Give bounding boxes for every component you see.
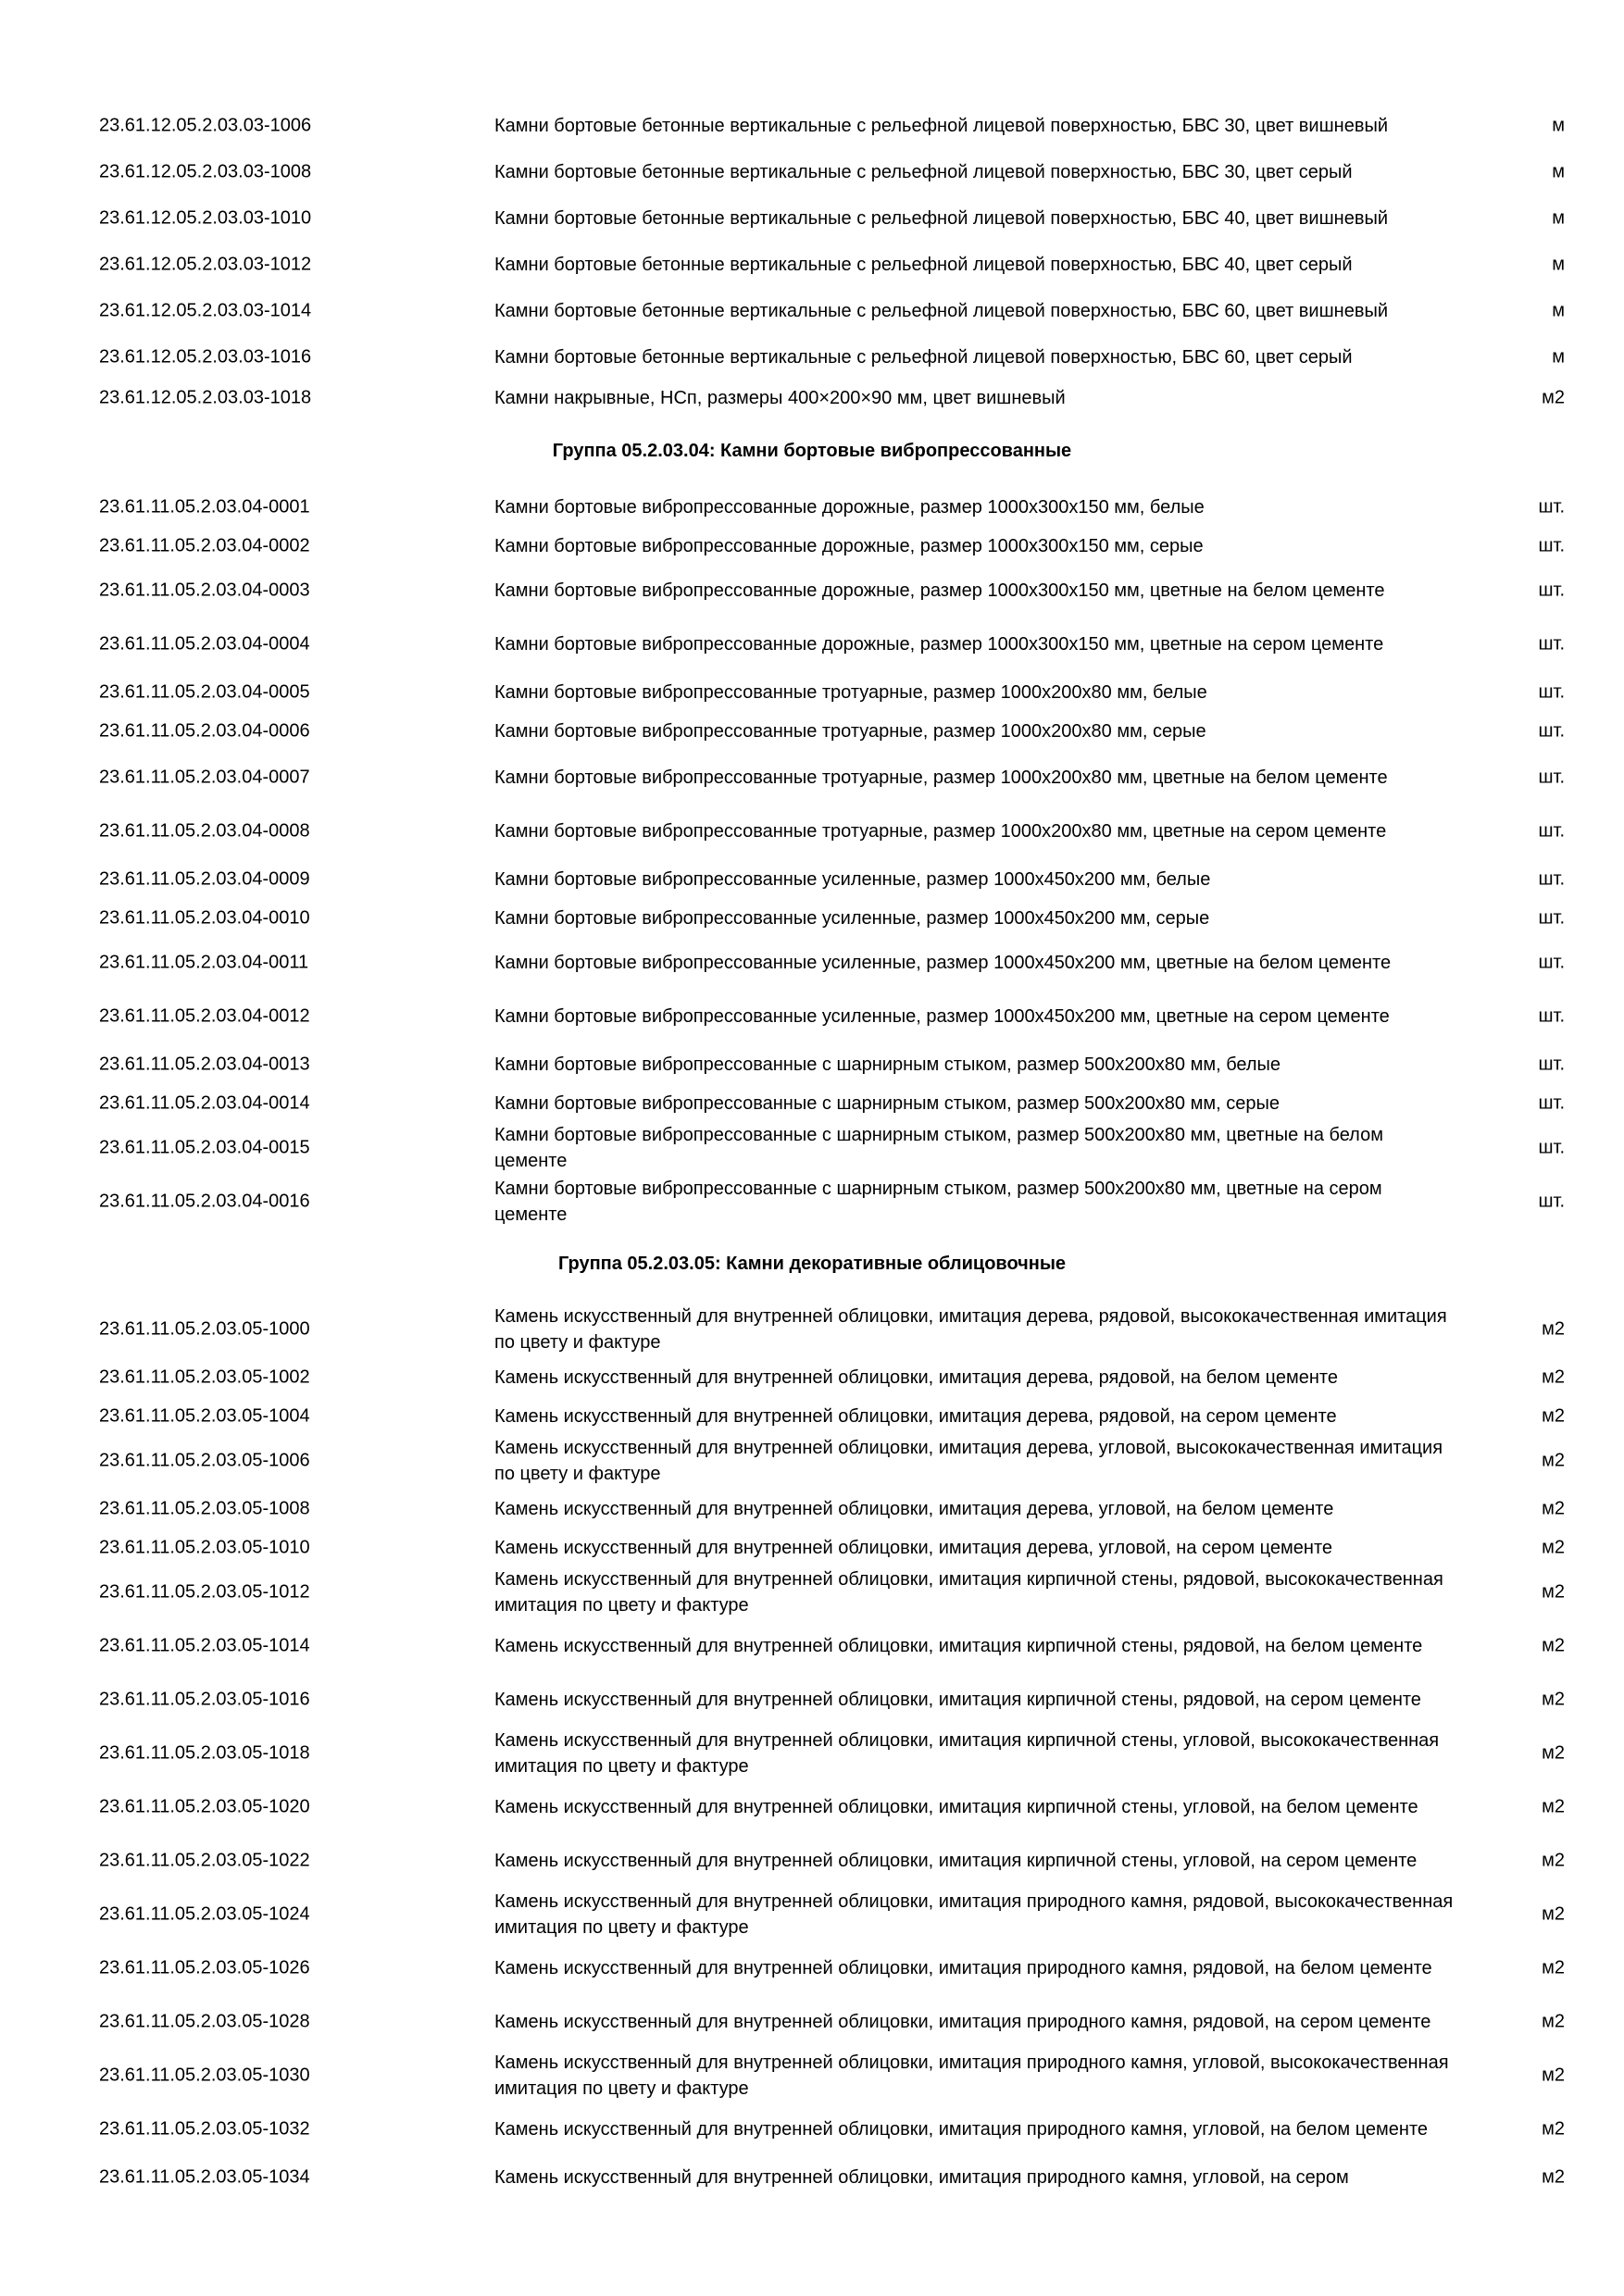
table-row [0, 2163, 1624, 2192]
table-row [0, 678, 1624, 707]
table-row [0, 100, 1624, 152]
table-row [0, 1620, 1624, 1672]
row-unit: м2 [1542, 1498, 1565, 1519]
row-code: 23.61.11.05.2.03.05-1024 [99, 1903, 310, 1925]
row-description: Камни бортовые бетонные вертикальные с рельефной лицевой поверхностью, БВС 40, цвет вишневый [494, 208, 1388, 229]
row-unit: шт. [1538, 868, 1565, 890]
table-row [0, 1122, 1624, 1174]
row-description: Камень искусственный для внутренней облицовки, имитация кирпичной стены, угловой, на сером цементе [494, 1851, 1418, 1871]
row-unit: м2 [1542, 1689, 1565, 1710]
row-code: 23.61.11.05.2.03.04-0009 [99, 868, 310, 890]
row-description: Камни бортовые вибропрессованные тротуарные, размер 1000х200х80 мм, белые [494, 682, 1207, 703]
row-code: 23.61.11.05.2.03.05-1018 [99, 1742, 310, 1764]
row-description: Камень искусственный для внутренней облицовки, имитация кирпичной стены, рядовой, высококачественная имитация по цвету и фактуре [494, 1569, 1443, 1616]
row-unit: шт. [1538, 535, 1565, 556]
row-unit: м [1552, 254, 1565, 275]
table-row [0, 618, 1624, 670]
row-description: Камни бортовые вибропрессованные дорожные, размер 1000х300х150 мм, белые [494, 497, 1205, 518]
table-row [0, 383, 1624, 413]
table-row [0, 2050, 1624, 2102]
row-code: 23.61.11.05.2.03.04-0002 [99, 535, 310, 556]
row-unit: м2 [1542, 1796, 1565, 1817]
row-unit: шт. [1538, 767, 1565, 788]
table-row [0, 717, 1624, 746]
row-code: 23.61.11.05.2.03.04-0006 [99, 720, 310, 742]
row-description: Камни бортовые бетонные вертикальные с рельефной лицевой поверхностью, БВС 30, цвет вишневый [494, 116, 1388, 136]
row-unit: м2 [1542, 1581, 1565, 1603]
row-description: Камни бортовые бетонные вертикальные с рельефной лицевой поверхностью, БВС 60, цвет вишневый [494, 301, 1388, 321]
row-description: Камни бортовые вибропрессованные с шарнирным стыком, размер 500х200х80 мм, цветные на белом цементе [494, 1125, 1383, 1171]
row-description: Камень искусственный для внутренней облицовки, имитация дерева, рядовой, на сером цементе [494, 1406, 1337, 1427]
row-unit: шт. [1538, 1137, 1565, 1158]
row-description: Камни бортовые вибропрессованные с шарнирным стыком, размер 500х200х80 мм, белые [494, 1054, 1281, 1075]
row-code: 23.61.11.05.2.03.05-1008 [99, 1498, 310, 1519]
row-unit: шт. [1538, 681, 1565, 703]
row-unit: шт. [1538, 580, 1565, 601]
table-row [0, 1176, 1624, 1228]
row-unit: м2 [1542, 1957, 1565, 1978]
row-description: Камни бортовые вибропрессованные тротуарные, размер 1000х200х80 мм, цветные на белом цементе [494, 767, 1388, 788]
table-row [0, 1050, 1624, 1079]
row-unit: м [1552, 207, 1565, 229]
row-code: 23.61.11.05.2.03.05-1016 [99, 1689, 310, 1710]
table-row [0, 904, 1624, 933]
row-description: Камни бортовые вибропрессованные тротуарные, размер 1000х200х80 мм, цветные на сером цементе [494, 821, 1387, 842]
row-code: 23.61.11.05.2.03.05-1034 [99, 2166, 310, 2188]
row-description: Камень искусственный для внутренней облицовки, имитация кирпичной стены, угловой, высококачественная имитация по цвету и фактуре [494, 1730, 1440, 1777]
table-row [0, 1494, 1624, 1524]
row-description: Камни бортовые вибропрессованные усиленные, размер 1000х450х200 мм, серые [494, 908, 1210, 929]
row-description: Камень искусственный для внутренней облицовки, имитация дерева, угловой, высококачественная имитация по цвету и фактуре [494, 1438, 1443, 1484]
table-row [0, 1566, 1624, 1618]
table-row [0, 1728, 1624, 1779]
table-row [0, 493, 1624, 522]
row-code: 23.61.12.05.2.03.03-1006 [99, 115, 312, 136]
table-row [0, 1674, 1624, 1726]
row-unit: м2 [1542, 1742, 1565, 1764]
row-description: Камни накрывные, НСп, размеры 400×200×90 мм, цвет вишневый [494, 388, 1066, 408]
row-code: 23.61.11.05.2.03.04-0014 [99, 1092, 310, 1114]
row-code: 23.61.11.05.2.03.05-1010 [99, 1537, 310, 1558]
row-code: 23.61.11.05.2.03.05-1002 [99, 1366, 310, 1388]
table-row [0, 865, 1624, 894]
table-row [0, 805, 1624, 857]
table-row [0, 1942, 1624, 1994]
row-description: Камни бортовые бетонные вертикальные с рельефной лицевой поверхностью, БВС 30, цвет серый [494, 162, 1353, 182]
row-code: 23.61.11.05.2.03.04-0003 [99, 580, 310, 601]
row-description: Камни бортовые вибропрессованные с шарнирным стыком, размер 500х200х80 мм, серые [494, 1093, 1280, 1114]
table-row [0, 991, 1624, 1042]
row-unit: шт. [1538, 1005, 1565, 1027]
table-row [0, 937, 1624, 989]
table-row [0, 1435, 1624, 1487]
table-row [0, 285, 1624, 337]
row-unit: шт. [1538, 633, 1565, 655]
table-row [0, 1304, 1624, 1355]
row-description: Камни бортовые вибропрессованные дорожные, размер 1000х300х150 мм, серые [494, 536, 1204, 556]
row-code: 23.61.11.05.2.03.04-0012 [99, 1005, 310, 1027]
row-code: 23.61.12.05.2.03.03-1018 [99, 387, 312, 408]
row-code: 23.61.11.05.2.03.05-1026 [99, 1957, 310, 1978]
row-unit: м2 [1542, 1318, 1565, 1340]
row-code: 23.61.11.05.2.03.04-0001 [99, 496, 310, 518]
row-unit: шт. [1538, 1191, 1565, 1212]
row-code: 23.61.12.05.2.03.03-1014 [99, 300, 312, 321]
row-unit: шт. [1538, 952, 1565, 973]
row-code: 23.61.11.05.2.03.05-1006 [99, 1450, 310, 1471]
table-row [0, 1533, 1624, 1563]
row-code: 23.61.11.05.2.03.05-1020 [99, 1796, 310, 1817]
row-code: 23.61.12.05.2.03.03-1010 [99, 207, 312, 229]
row-description: Камень искусственный для внутренней облицовки, имитация природного камня, рядовой, на белом цементе [494, 1958, 1432, 1978]
row-description: Камни бортовые вибропрессованные усиленные, размер 1000х450х200 мм, белые [494, 869, 1211, 890]
row-unit: м2 [1542, 2118, 1565, 2140]
group-heading: Группа 05.2.03.04: Камни бортовые вибропрессованные [552, 441, 1072, 461]
row-description: Камни бортовые вибропрессованные дорожные, размер 1000х300х150 мм, цветные на сером цементе [494, 634, 1384, 655]
row-unit: м [1552, 346, 1565, 368]
row-unit: м2 [1542, 2011, 1565, 2032]
row-description: Камень искусственный для внутренней облицовки, имитация дерева, рядовой, на белом цементе [494, 1367, 1338, 1388]
table-row [0, 1889, 1624, 1940]
row-code: 23.61.11.05.2.03.05-1004 [99, 1405, 310, 1427]
row-code: 23.61.11.05.2.03.04-0008 [99, 820, 310, 842]
row-unit: м2 [1542, 1850, 1565, 1871]
row-description: Камни бортовые вибропрессованные тротуарные, размер 1000х200х80 мм, серые [494, 721, 1206, 742]
row-description: Камни бортовые вибропрессованные дорожные, размер 1000х300х150 мм, цветные на белом цементе [494, 580, 1385, 601]
table-row [0, 531, 1624, 561]
row-unit: м [1552, 115, 1565, 136]
row-unit: м2 [1542, 1450, 1565, 1471]
row-code: 23.61.12.05.2.03.03-1012 [99, 254, 312, 275]
row-code: 23.61.11.05.2.03.04-0007 [99, 767, 310, 788]
table-row [0, 752, 1624, 804]
row-unit: м2 [1542, 1635, 1565, 1656]
row-description: Камень искусственный для внутренней облицовки, имитация дерева, рядовой, высококачественная имитация по цвету и фактуре [494, 1306, 1447, 1353]
row-unit: м [1552, 300, 1565, 321]
table-row [0, 1996, 1624, 2048]
row-description: Камень искусственный для внутренней облицовки, имитация природного камня, угловой, на белом цементе [494, 2119, 1429, 2140]
table-row [0, 1835, 1624, 1887]
row-code: 23.61.11.05.2.03.05-1000 [99, 1318, 310, 1340]
row-description: Камень искусственный для внутренней облицовки, имитация дерева, угловой, на сером цементе [494, 1538, 1332, 1558]
row-unit: шт. [1538, 720, 1565, 742]
row-code: 23.61.11.05.2.03.05-1030 [99, 2065, 310, 2086]
table-row [0, 565, 1624, 617]
row-code: 23.61.11.05.2.03.05-1014 [99, 1635, 310, 1656]
row-description: Камни бортовые вибропрессованные с шарнирным стыком, размер 500х200х80 мм, цветные на сером цементе [494, 1179, 1382, 1225]
row-description: Камень искусственный для внутренней облицовки, имитация кирпичной стены, рядовой, на белом цементе [494, 1636, 1423, 1656]
row-code: 23.61.11.05.2.03.04-0015 [99, 1137, 310, 1158]
row-description: Камень искусственный для внутренней облицовки, имитация природного камня, угловой, на сером [494, 2167, 1349, 2188]
row-description: Камни бортовые вибропрессованные усиленные, размер 1000х450х200 мм, цветные на белом цементе [494, 953, 1392, 973]
row-unit: м2 [1542, 1537, 1565, 1558]
group-heading: Группа 05.2.03.05: Камни декоративные облицовочные [557, 1254, 1067, 1274]
row-code: 23.61.11.05.2.03.04-0011 [99, 952, 309, 973]
row-description: Камни бортовые вибропрессованные усиленные, размер 1000х450х200 мм, цветные на сером цементе [494, 1006, 1390, 1027]
table-row [0, 193, 1624, 244]
row-description: Камень искусственный для внутренней облицовки, имитация кирпичной стены, угловой, на белом цементе [494, 1797, 1418, 1817]
row-unit: шт. [1538, 1054, 1565, 1075]
row-unit: м2 [1542, 2166, 1565, 2188]
row-description: Камни бортовые бетонные вертикальные с рельефной лицевой поверхностью, БВС 40, цвет серый [494, 255, 1353, 275]
row-unit: шт. [1538, 496, 1565, 518]
row-code: 23.61.11.05.2.03.04-0004 [99, 633, 310, 655]
table-row [0, 2103, 1624, 2155]
row-unit: м [1552, 161, 1565, 182]
row-code: 23.61.11.05.2.03.05-1022 [99, 1850, 310, 1871]
row-code: 23.61.11.05.2.03.04-0005 [99, 681, 310, 703]
row-code: 23.61.11.05.2.03.04-0016 [99, 1191, 310, 1212]
row-code: 23.61.12.05.2.03.03-1008 [99, 161, 312, 182]
row-description: Камень искусственный для внутренней облицовки, имитация природного камня, угловой, высококачественная имитация по цвету и фактуре [494, 2053, 1449, 2099]
table-row [0, 1781, 1624, 1833]
row-code: 23.61.11.05.2.03.05-1032 [99, 2118, 310, 2140]
row-code: 23.61.12.05.2.03.03-1016 [99, 346, 312, 368]
row-unit: шт. [1538, 907, 1565, 929]
row-unit: м2 [1542, 2065, 1565, 2086]
row-code: 23.61.11.05.2.03.05-1012 [99, 1581, 310, 1603]
row-description: Камни бортовые бетонные вертикальные с рельефной лицевой поверхностью, БВС 60, цвет серый [494, 347, 1353, 368]
row-code: 23.61.11.05.2.03.05-1028 [99, 2011, 310, 2032]
row-code: 23.61.11.05.2.03.04-0013 [99, 1054, 310, 1075]
row-description: Камень искусственный для внутренней облицовки, имитация кирпичной стены, рядовой, на сером цементе [494, 1690, 1421, 1710]
row-description: Камень искусственный для внутренней облицовки, имитация дерева, угловой, на белом цементе [494, 1499, 1334, 1519]
table-row [0, 1363, 1624, 1392]
table-row [0, 157, 1624, 187]
row-unit: шт. [1538, 1092, 1565, 1114]
row-unit: м2 [1542, 1366, 1565, 1388]
row-description: Камень искусственный для внутренней облицовки, имитация природного камня, рядовой, высококачественная имитация по цвету и фактуре [494, 1891, 1454, 1938]
row-unit: шт. [1538, 820, 1565, 842]
row-description: Камень искусственный для внутренней облицовки, имитация природного камня, рядовой, на сером цементе [494, 2012, 1431, 2032]
row-code: 23.61.11.05.2.03.04-0010 [99, 907, 310, 929]
table-row [0, 1089, 1624, 1118]
table-row [0, 343, 1624, 372]
row-unit: м2 [1542, 1903, 1565, 1925]
table-row [0, 1402, 1624, 1431]
row-unit: м2 [1542, 1405, 1565, 1427]
table-row [0, 250, 1624, 280]
row-unit: м2 [1542, 387, 1565, 408]
